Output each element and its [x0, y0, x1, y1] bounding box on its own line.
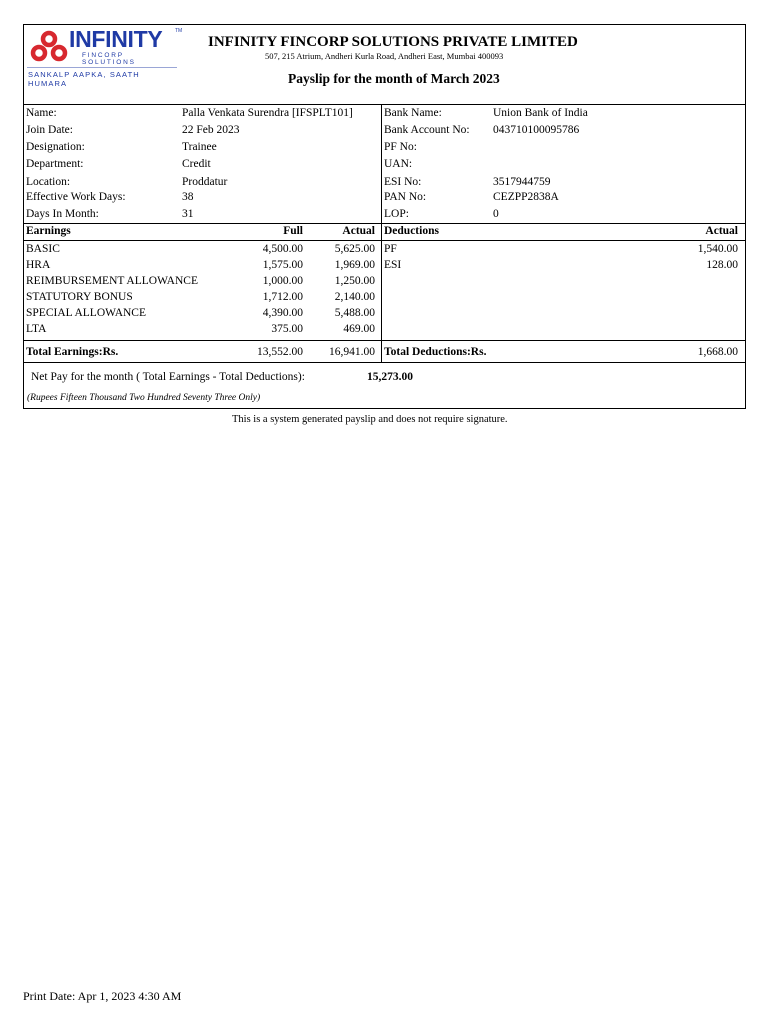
earning-name: BASIC — [26, 243, 60, 255]
earning-full: 1,575.00 — [262, 259, 303, 271]
earning-actual: 469.00 — [343, 323, 375, 335]
earning-actual: 1,250.00 — [334, 275, 375, 287]
earning-full: 4,500.00 — [262, 243, 303, 255]
earning-full: 1,000.00 — [262, 275, 303, 287]
bank-field-label: PAN No: — [384, 191, 427, 203]
employee-field-label: Days In Month: — [26, 208, 99, 220]
earning-name: LTA — [26, 323, 47, 335]
earning-name: STATUTORY BONUS — [26, 291, 133, 303]
net-pay-label: Net Pay for the month ( Total Earnings - Total Deductions): — [31, 371, 305, 383]
net-pay-value: 15,273.00 — [367, 371, 413, 383]
earnings-header: Earnings — [26, 225, 71, 237]
earning-full: 4,390.00 — [262, 307, 303, 319]
employee-field-value: Palla Venkata Surendra [IFSPLT101] — [182, 107, 353, 119]
total-earnings-full: 13,552.00 — [257, 346, 303, 358]
payslip-title: Payslip for the month of March 2023 — [288, 71, 500, 86]
employee-field-label: Designation: — [26, 141, 85, 153]
net-pay-words: (Rupees Fifteen Thousand Two Hundred Seventy Three Only) — [27, 393, 261, 403]
logo-wordmark: INFINITY — [69, 26, 163, 52]
earning-full: 375.00 — [271, 323, 303, 335]
totals-rule — [23, 340, 746, 341]
total-deductions-value: 1,668.00 — [697, 346, 738, 358]
bank-field-value: Union Bank of India — [493, 107, 588, 119]
deduction-name: ESI — [384, 259, 402, 271]
earnings-header-rule — [23, 240, 746, 241]
employee-field-value: 38 — [182, 191, 194, 203]
bank-field-value: 043710100095786 — [493, 124, 580, 136]
earning-actual: 1,969.00 — [334, 259, 375, 271]
bank-field-label: UAN: — [384, 158, 413, 170]
company-logo — [27, 26, 183, 88]
earnings-actual-header: Actual — [342, 225, 375, 237]
total-deductions-label: Total Deductions:Rs. — [384, 346, 487, 358]
employee-field-label: Department: — [26, 158, 84, 170]
bank-field-value: CEZPP2838A — [493, 191, 559, 203]
system-generated-note: This is a system generated payslip and does not require signature. — [232, 414, 508, 425]
logo-divider — [27, 67, 177, 68]
company-name: INFINITY FINCORP SOLUTIONS PRIVATE LIMITED — [208, 34, 578, 50]
earning-name: SPECIAL ALLOWANCE — [26, 307, 147, 319]
deductions-actual-header: Actual — [705, 225, 738, 237]
company-address: 507, 215 Atrium, Andheri Kurla Road, Andheri East, Mumbai 400093 — [265, 51, 504, 61]
earning-actual: 2,140.00 — [334, 291, 375, 303]
earning-name: HRA — [26, 259, 51, 271]
deduction-actual: 128.00 — [706, 259, 738, 271]
total-earnings-label: Total Earnings:Rs. — [26, 346, 119, 358]
employee-field-value: Credit — [182, 158, 211, 170]
employee-field-label: Name: — [26, 107, 57, 119]
earning-name: REIMBURSEMENT ALLOWANCE — [26, 275, 198, 287]
bank-field-label: Bank Account No: — [384, 124, 470, 136]
deduction-actual: 1,540.00 — [697, 243, 738, 255]
bank-field-label: LOP: — [384, 208, 409, 220]
infinity-logo-icon — [29, 30, 69, 64]
print-date: Print Date: Apr 1, 2023 4:30 AM — [23, 989, 182, 1003]
earning-actual: 5,488.00 — [334, 307, 375, 319]
bank-field-label: ESI No: — [384, 176, 422, 188]
employee-field-label: Effective Work Days: — [26, 191, 126, 203]
earning-actual: 5,625.00 — [334, 243, 375, 255]
deduction-name: PF — [384, 243, 397, 255]
employee-field-label: Join Date: — [26, 124, 73, 136]
employee-field-value: Proddatur — [182, 176, 228, 188]
employee-field-label: Location: — [26, 176, 71, 188]
logo-subtext: FINCORP SOLUTIONS — [82, 52, 136, 66]
total-earnings-actual: 16,941.00 — [329, 346, 375, 358]
logo-tagline: SANKALP AAPKA, SAATH HUMARA — [28, 70, 140, 88]
bank-field-label: Bank Name: — [384, 107, 442, 119]
deductions-header: Deductions — [384, 225, 439, 237]
earning-full: 1,712.00 — [262, 291, 303, 303]
bank-field-label: PF No: — [384, 141, 417, 153]
employee-field-value: Trainee — [182, 141, 217, 153]
logo-trademark: TM — [175, 28, 183, 34]
employee-field-value: 22 Feb 2023 — [182, 124, 240, 136]
bank-field-value: 0 — [493, 208, 499, 220]
bank-field-value: 3517944759 — [493, 176, 551, 188]
earnings-full-header: Full — [283, 225, 303, 237]
employee-field-value: 31 — [182, 208, 194, 220]
